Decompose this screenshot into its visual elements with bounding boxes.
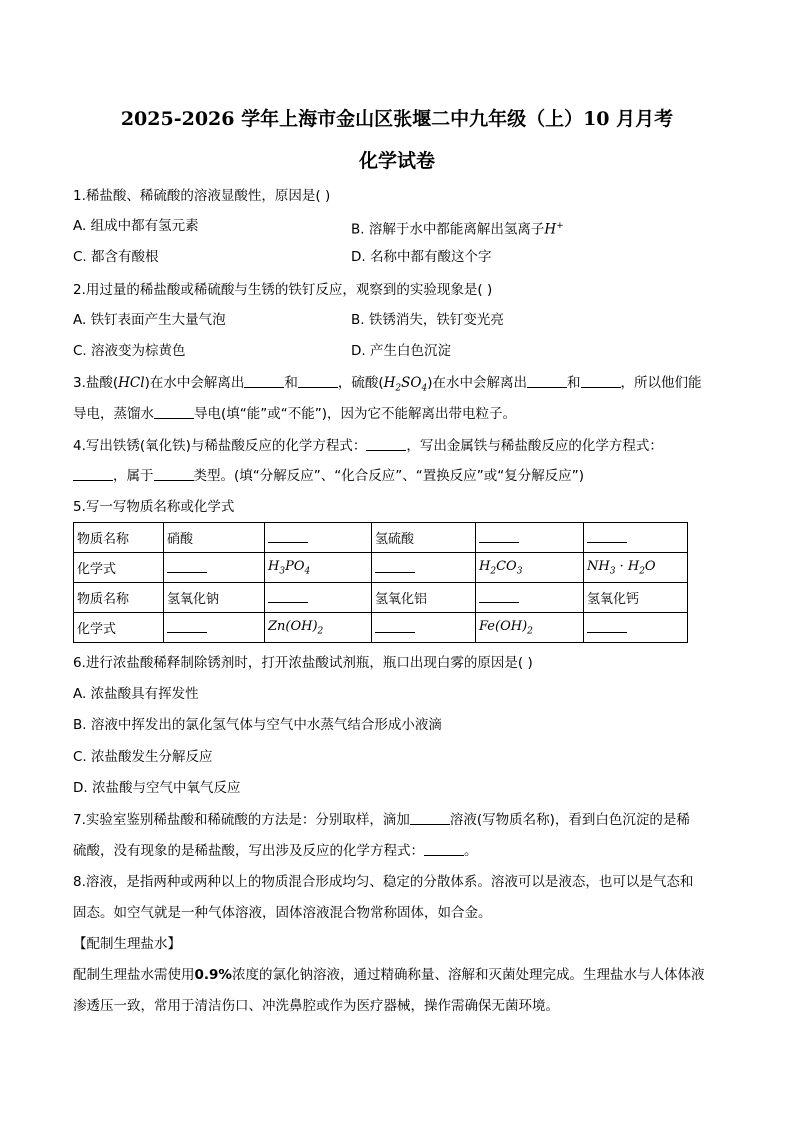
q1-stem: 1.稀盐酸、稀硫酸的溶液显酸性，原因是( )	[73, 188, 331, 204]
table-cell-formula: $Zn(OH)_2$	[265, 613, 372, 643]
q8-paragraph-line-1: 配制生理盐水需使用0.9%浓度的氯化钠溶液，通过精确称量、溶解和灭菌处理完成。生理盐水与人体体液	[73, 967, 705, 983]
table-cell-formula: $H_2CO_3$	[476, 553, 584, 583]
q1-option-c: C. 都含有酸根	[73, 249, 159, 265]
table-cell-blank[interactable]	[372, 553, 476, 583]
q8-line-2: 固态。如空气就是一种气体溶液，固体溶液混合物常称固体，如合金。	[73, 905, 492, 921]
q4-blank-3[interactable]	[154, 467, 194, 481]
q8-line-1: 8.溶液，是指两种或两种以上的物质混合形成均匀、稳定的分散体系。溶液可以是液态，也可以是气态和	[73, 874, 694, 890]
q6-option-a: A. 浓盐酸具有挥发性	[73, 686, 199, 702]
q3-blank-3[interactable]	[527, 374, 567, 388]
table-row	[74, 523, 688, 553]
table-cell-blank[interactable]	[265, 523, 372, 553]
q4-line-2: ，属于 类型。(填“分解反应”、“化合反应”、“置换反应”或“复分解反应”)	[73, 467, 584, 485]
q7-line-1: 7.实验室鉴别稀盐酸和稀硫酸的方法是：分别取样，滴加 溶液(写物质名称)，看到白色沉淀的是稀	[73, 812, 690, 828]
q2-option-d: D. 产生白色沉淀	[351, 343, 451, 359]
q6-stem: 6.进行浓盐酸稀释制除锈剂时，打开浓盐酸试剂瓶，瓶口出现白雾的原因是( )	[73, 655, 533, 671]
q4-line-1: 4.写出铁锈(氧化铁)与稀盐酸反应的化学方程式： ，写出金属铁与稀盐酸反应的化学方程式：	[73, 438, 663, 454]
table-cell: 氢硫酸	[372, 523, 476, 553]
table-cell-blank[interactable]	[164, 613, 265, 643]
table-cell-blank[interactable]	[476, 583, 584, 613]
q1-option-d: D. 名称中都有酸这个字	[351, 249, 492, 265]
table-row	[74, 583, 688, 613]
q3-blank-1[interactable]	[244, 374, 284, 388]
table-cell-blank[interactable]	[584, 523, 688, 553]
table-cell-blank[interactable]	[372, 613, 476, 643]
table-cell-formula: $Fe(OH)_2$	[476, 613, 584, 643]
table-cell-formula: $H_3PO_4$	[265, 553, 372, 583]
table-cell: 氢氧化钠	[164, 583, 265, 613]
table-cell: 氢氧化铝	[372, 583, 476, 613]
table-cell-blank[interactable]	[476, 523, 584, 553]
q2-option-c: C. 溶液变为棕黄色	[73, 343, 186, 359]
exam-subtitle: 化学试卷	[358, 150, 435, 172]
table-cell: 氢氧化钙	[584, 583, 688, 613]
q2-option-b: B. 铁锈消失，铁钉变光亮	[351, 312, 504, 328]
table-cell-blank[interactable]	[265, 583, 372, 613]
q1-option-b: B. 溶解于水中都能离解出氢离子H+	[351, 221, 564, 238]
q8-section-heading: 【配制生理盐水】	[73, 936, 181, 952]
q2-stem: 2.用过量的稀盐酸或稀硫酸与生锈的铁钉反应，观察到的实验现象是( )	[73, 282, 493, 298]
q6-option-d: D. 浓盐酸与空气中氧气反应	[73, 780, 241, 796]
q3-line-2: 导电，蒸馏水 导电(填“能”或“不能”)，因为它不能解离出带电粒子。	[73, 406, 517, 422]
q4-blank-1[interactable]	[366, 437, 406, 451]
table-cell: 硝酸	[164, 523, 265, 553]
q4-blank-2[interactable]	[73, 467, 113, 481]
table-cell: 化学式	[74, 553, 164, 583]
q3-blank-2[interactable]	[298, 374, 338, 388]
q8-paragraph-line-2: 渗透压一致，常用于清洁伤口、冲洗鼻腔或作为医疗器械，操作需确保无菌环境。	[73, 998, 559, 1014]
table-cell: 物质名称	[74, 523, 164, 553]
table-cell: 物质名称	[74, 583, 164, 613]
q7-blank-1[interactable]	[410, 811, 450, 825]
q5-stem: 5.写一写物质名称或化学式	[73, 499, 235, 515]
q1-option-a: A. 组成中都有氢元素	[73, 218, 199, 234]
table-row	[74, 553, 688, 583]
table-cell-blank[interactable]	[584, 613, 688, 643]
q3-blank-5[interactable]	[154, 405, 194, 419]
table-cell-formula: $NH_3 \cdot H_2O$	[584, 553, 688, 583]
q6-option-b: B. 溶液中挥发出的氯化氢气体与空气中水蒸气结合形成小液滴	[73, 717, 442, 733]
q3-blank-4[interactable]	[581, 374, 621, 388]
chemical-table	[73, 522, 688, 643]
q6-option-c: C. 浓盐酸发生分解反应	[73, 749, 213, 765]
q3-line-1: 3.盐酸(HCl)在水中会解离出 和 ，硫酸$(H_2SO_4)$在水中会解离出 和 ，所以他们能	[73, 375, 702, 394]
q7-blank-2[interactable]	[424, 842, 464, 856]
table-cell: 化学式	[74, 613, 164, 643]
table-cell-blank[interactable]	[164, 553, 265, 583]
q7-line-2: 硫酸，没有现象的是稀盐酸，写出涉及反应的化学方程式： 。	[73, 843, 478, 859]
q2-option-a: A. 铁钉表面产生大量气泡	[73, 312, 226, 328]
table-row	[74, 613, 688, 643]
exam-title: 2025-2026 学年上海市金山区张堰二中九年级（上）10 月月考	[120, 108, 674, 130]
